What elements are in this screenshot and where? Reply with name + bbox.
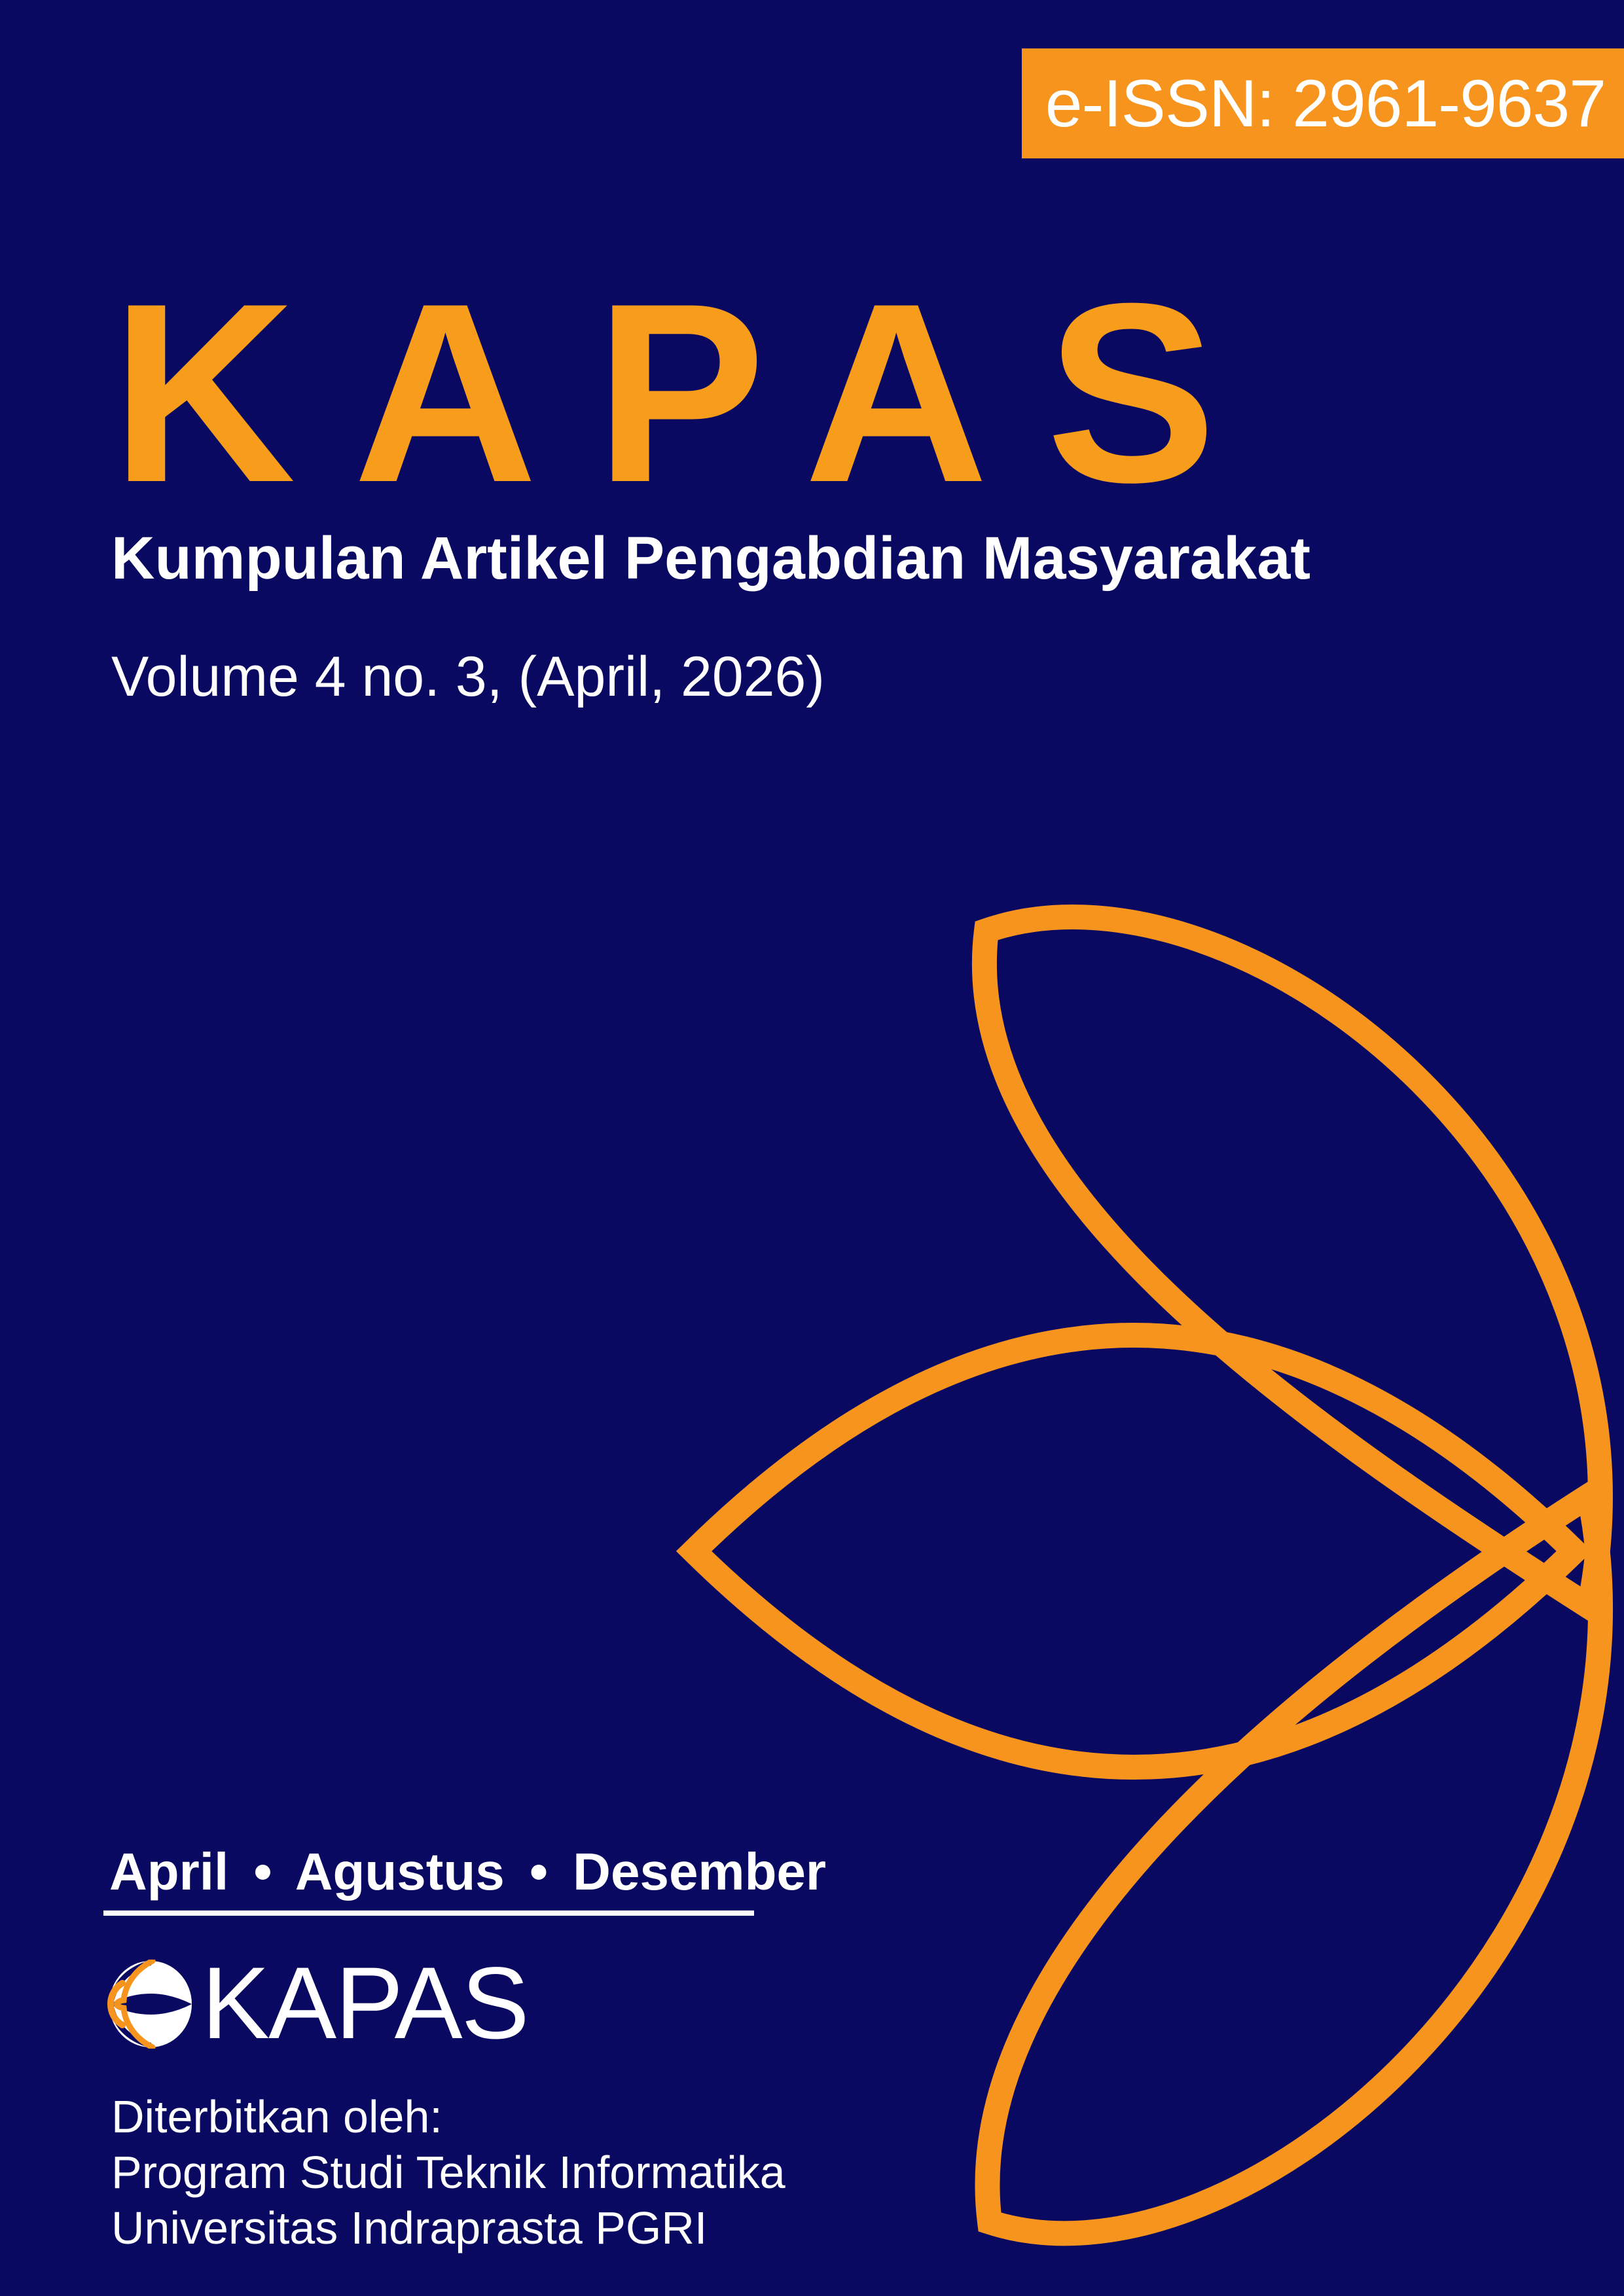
flower-middle-petal bbox=[694, 1335, 1574, 1767]
journal-subtitle: Kumpulan Artikel Pengabdian Masyarakat bbox=[111, 525, 1311, 592]
volume-issue-line: Volume 4 no. 3, (April, 2026) bbox=[111, 645, 825, 708]
publisher-block bbox=[111, 2089, 785, 2256]
flower-bottom-petal bbox=[987, 1496, 1600, 2233]
issn-label: e-ISSN: 2961-9637 bbox=[1045, 65, 1606, 141]
kapas-cotton-flower-mark-icon bbox=[101, 1960, 200, 2049]
publisher-line-university: Universitas Indraprasta PGRI bbox=[111, 2202, 708, 2253]
publisher-line-program: Program Studi Teknik Informatika bbox=[111, 2147, 785, 2198]
flower-top-petal bbox=[984, 917, 1600, 1607]
publisher-line-intro: Diterbitkan oleh: bbox=[111, 2091, 442, 2142]
divider-rule bbox=[103, 1910, 754, 1916]
issn-badge bbox=[1022, 48, 1624, 158]
journal-title: KAPAS bbox=[111, 250, 1274, 535]
logo-wordmark: KAPAS bbox=[202, 1946, 528, 2060]
publication-months: April • Agustus • Desember bbox=[109, 1842, 827, 1901]
